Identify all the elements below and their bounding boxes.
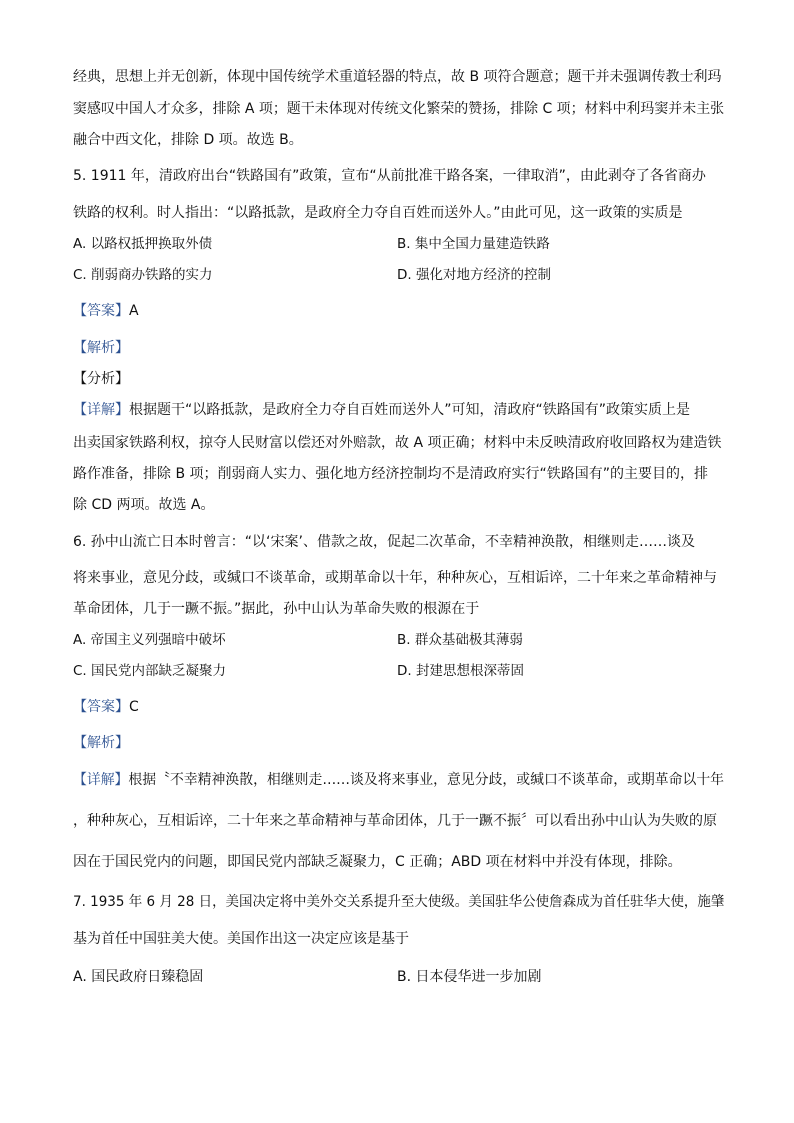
q7-stem-line-2: 基为首任中国驻美大使。美国作出这一决定应该是基于 <box>73 931 409 947</box>
q5-answer-value: A <box>129 303 139 319</box>
q6-answer <box>73 698 139 716</box>
q6-detail-line-1 <box>73 771 724 789</box>
q5-answer <box>73 302 139 320</box>
q6-stem-line-2: 将来事业，意见分歧，或缄口不谈革命，或期革命以十年，种种灰心，互相诟谇，二十年来之革命精神与 <box>73 570 717 586</box>
q6-stem-line-3: 革命团体，几于一蹶不振。”据此，孙中山认为革命失败的根源在于 <box>73 601 480 617</box>
q5-detail-line-1 <box>73 401 690 419</box>
q6-option-d[interactable]: D. 封建思想根深蒂固 <box>397 663 524 679</box>
q6-detail-line-3: 因在于国民党内的问题，即国民党内部缺乏凝聚力，C 正确；ABD 项在材料中并没有体现，排除。 <box>73 854 682 870</box>
q5-option-d[interactable]: D. 强化对地方经济的控制 <box>397 267 551 283</box>
q6-option-c[interactable]: C. 国民党内部缺乏凝聚力 <box>73 663 227 679</box>
q7-option-a[interactable]: A. 国民政府日臻稳固 <box>73 969 204 985</box>
q6-option-a[interactable]: A. 帝国主义列强暗中破坏 <box>73 632 226 648</box>
q5-option-a[interactable]: A. 以路权抵押换取外债 <box>73 236 213 252</box>
q5-fenxi-tag: 【分析】 <box>73 371 129 387</box>
q6-detail-line-2: ，种种灰心，互相诟谇，二十年来之革命精神与革命团体，几于一蹶不振〞可以看出孙中山认为失败的原 <box>73 813 717 829</box>
answer-tag: 【答案】 <box>73 699 129 715</box>
q6-answer-value: C <box>129 699 139 715</box>
q5-option-c[interactable]: C. 削弱商办铁路的实力 <box>73 267 213 283</box>
q5-stem-line-1: 5. 1911 年，清政府出台“铁路国有”政策，宣布“从前批准干路各案，一律取消”，由此剥夺了各省商办 <box>73 168 706 184</box>
q6-analysis-tag: 【解析】 <box>73 735 129 751</box>
q5-stem-line-2: 铁路的权利。时人指出：“以路抵款，是政府全力夺自百姓而送外人。”由此可见，这一政策的实质是 <box>73 205 683 221</box>
q5-detail-line-2: 出卖国家铁路利权，掠夺人民财富以偿还对外赔款，故 A 项正确；材料中未反映清政府收回路权为建造铁 <box>73 435 722 451</box>
answer-tag: 【答案】 <box>73 303 129 319</box>
q7-option-b[interactable]: B. 日本侵华进一步加剧 <box>397 969 542 985</box>
q4-explanation-line-1: 经典，思想上并无创新，体现中国传统学术重道轻器的特点，故 B 项符合题意；题干并未强调传教士利玛 <box>73 69 722 85</box>
detail-tag: 【详解】 <box>73 772 129 788</box>
q6-detail-text-1: 根据〝不幸精神涣散，相继则走……谈及将来事业，意见分歧，或缄口不谈革命，或期革命以十年 <box>128 772 725 788</box>
q7-stem-line-1: 7. 1935 年 6 月 28 日，美国决定将中美外交关系提升至大使级。美国驻华公使詹森成为首任驻华大使，施肇 <box>73 894 725 910</box>
q4-explanation-line-3: 融合中西文化，排除 D 项。故选 B。 <box>73 132 303 148</box>
q6-stem-line-1: 6. 孙中山流亡日本时曾言：“以‘宋案’、借款之故，促起二次革命，不幸精神涣散，相继则走……谈及 <box>73 534 695 550</box>
q5-option-b[interactable]: B. 集中全国力量建造铁路 <box>397 236 550 252</box>
q5-detail-line-4: 除 CD 两项。故选 A。 <box>73 497 215 513</box>
q5-detail-line-3: 路作准备，排除 B 项；削弱商人实力、强化地方经济控制均不是清政府实行“铁路国有”的主要目的，排 <box>73 466 709 482</box>
q5-analysis-tag: 【解析】 <box>73 340 129 356</box>
q6-option-b[interactable]: B. 群众基础极其薄弱 <box>397 632 523 648</box>
detail-tag: 【详解】 <box>73 402 129 418</box>
q5-detail-text-1: 根据题干“以路抵款，是政府全力夺自百姓而送外人”可知，清政府“铁路国有”政策实质上是 <box>129 402 691 418</box>
q4-explanation-line-2: 窦感叹中国人才众多，排除 A 项；题干未体现对传统文化繁荣的赞扬，排除 C 项；材料中利玛窦并未主张 <box>73 101 725 117</box>
